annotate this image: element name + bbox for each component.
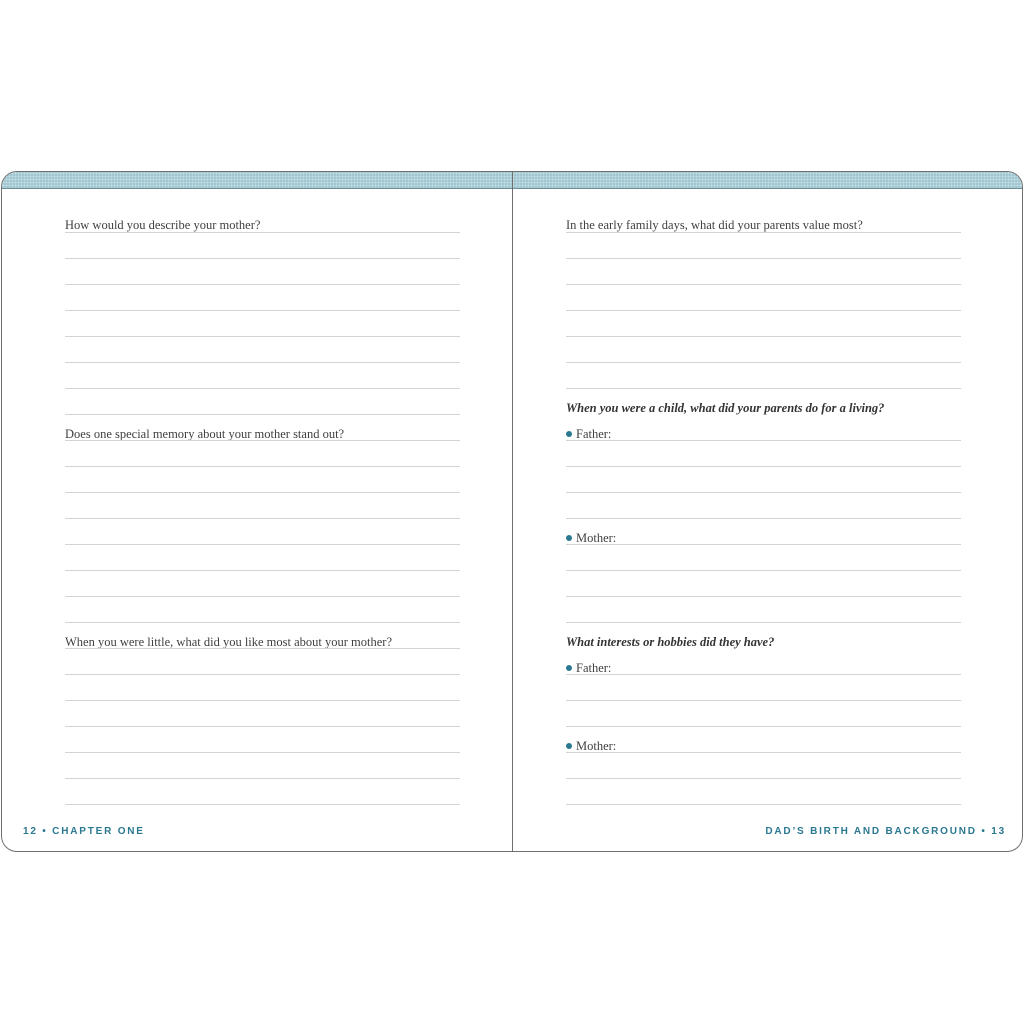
father-prompt <box>566 427 611 441</box>
writing-line[interactable] <box>65 544 460 545</box>
writing-line[interactable] <box>566 466 961 467</box>
writing-line[interactable] <box>65 492 460 493</box>
question-parents-living: When you were a child, what did your parents do for a living? <box>566 401 885 415</box>
question-special-memory: Does one special memory about your mother stand out? <box>65 427 345 441</box>
father-label: Father: <box>576 661 612 675</box>
bullet-icon <box>566 535 572 541</box>
mother-prompt <box>566 531 616 545</box>
mother-prompt <box>566 739 616 753</box>
writing-line[interactable] <box>65 752 460 753</box>
page-folio-right: DAD’S BIRTH AND BACKGROUND • 13 <box>765 826 1006 837</box>
left-page <box>2 172 512 851</box>
writing-line[interactable] <box>65 466 460 467</box>
page-folio-left: 12 • CHAPTER ONE <box>23 826 145 837</box>
writing-line[interactable] <box>65 336 460 337</box>
question-parents-value: In the early family days, what did your parents value most? <box>566 218 863 232</box>
right-page <box>513 172 1023 851</box>
writing-line[interactable] <box>566 622 961 623</box>
writing-line[interactable] <box>566 440 961 441</box>
writing-line[interactable] <box>566 804 961 805</box>
writing-line[interactable] <box>65 284 460 285</box>
writing-line[interactable] <box>65 362 460 363</box>
father-prompt <box>566 661 611 675</box>
question-interests-hobbies: What interests or hobbies did they have? <box>566 635 775 649</box>
writing-line[interactable] <box>65 700 460 701</box>
writing-line[interactable] <box>566 596 961 597</box>
writing-line[interactable] <box>65 726 460 727</box>
writing-line[interactable] <box>566 544 961 545</box>
writing-line[interactable] <box>65 674 460 675</box>
writing-line[interactable] <box>65 570 460 571</box>
writing-line[interactable] <box>65 648 460 649</box>
writing-line[interactable] <box>566 388 961 389</box>
journal-spread <box>1 171 1023 852</box>
bullet-icon <box>566 743 572 749</box>
mother-label: Mother: <box>576 739 617 753</box>
writing-line[interactable] <box>65 388 460 389</box>
writing-line[interactable] <box>65 804 460 805</box>
writing-line[interactable] <box>65 232 460 233</box>
writing-line[interactable] <box>566 700 961 701</box>
writing-line[interactable] <box>566 258 961 259</box>
writing-line[interactable] <box>65 258 460 259</box>
writing-line[interactable] <box>566 778 961 779</box>
writing-line[interactable] <box>65 414 460 415</box>
writing-line[interactable] <box>65 596 460 597</box>
writing-line[interactable] <box>65 440 460 441</box>
writing-line[interactable] <box>566 570 961 571</box>
mother-label: Mother: <box>576 531 617 545</box>
question-liked-most: When you were little, what did you like most about your mother? <box>65 635 393 649</box>
writing-line[interactable] <box>65 778 460 779</box>
writing-line[interactable] <box>566 674 961 675</box>
writing-line[interactable] <box>566 310 961 311</box>
writing-line[interactable] <box>566 752 961 753</box>
writing-line[interactable] <box>566 492 961 493</box>
writing-line[interactable] <box>566 726 961 727</box>
writing-line[interactable] <box>566 518 961 519</box>
writing-line[interactable] <box>566 336 961 337</box>
bullet-icon <box>566 431 572 437</box>
writing-line[interactable] <box>65 310 460 311</box>
writing-line[interactable] <box>566 362 961 363</box>
writing-line[interactable] <box>566 232 961 233</box>
writing-line[interactable] <box>566 284 961 285</box>
writing-line[interactable] <box>65 518 460 519</box>
question-describe-mother: How would you describe your mother? <box>65 218 261 232</box>
father-label: Father: <box>576 427 612 441</box>
writing-line[interactable] <box>65 622 460 623</box>
bullet-icon <box>566 665 572 671</box>
